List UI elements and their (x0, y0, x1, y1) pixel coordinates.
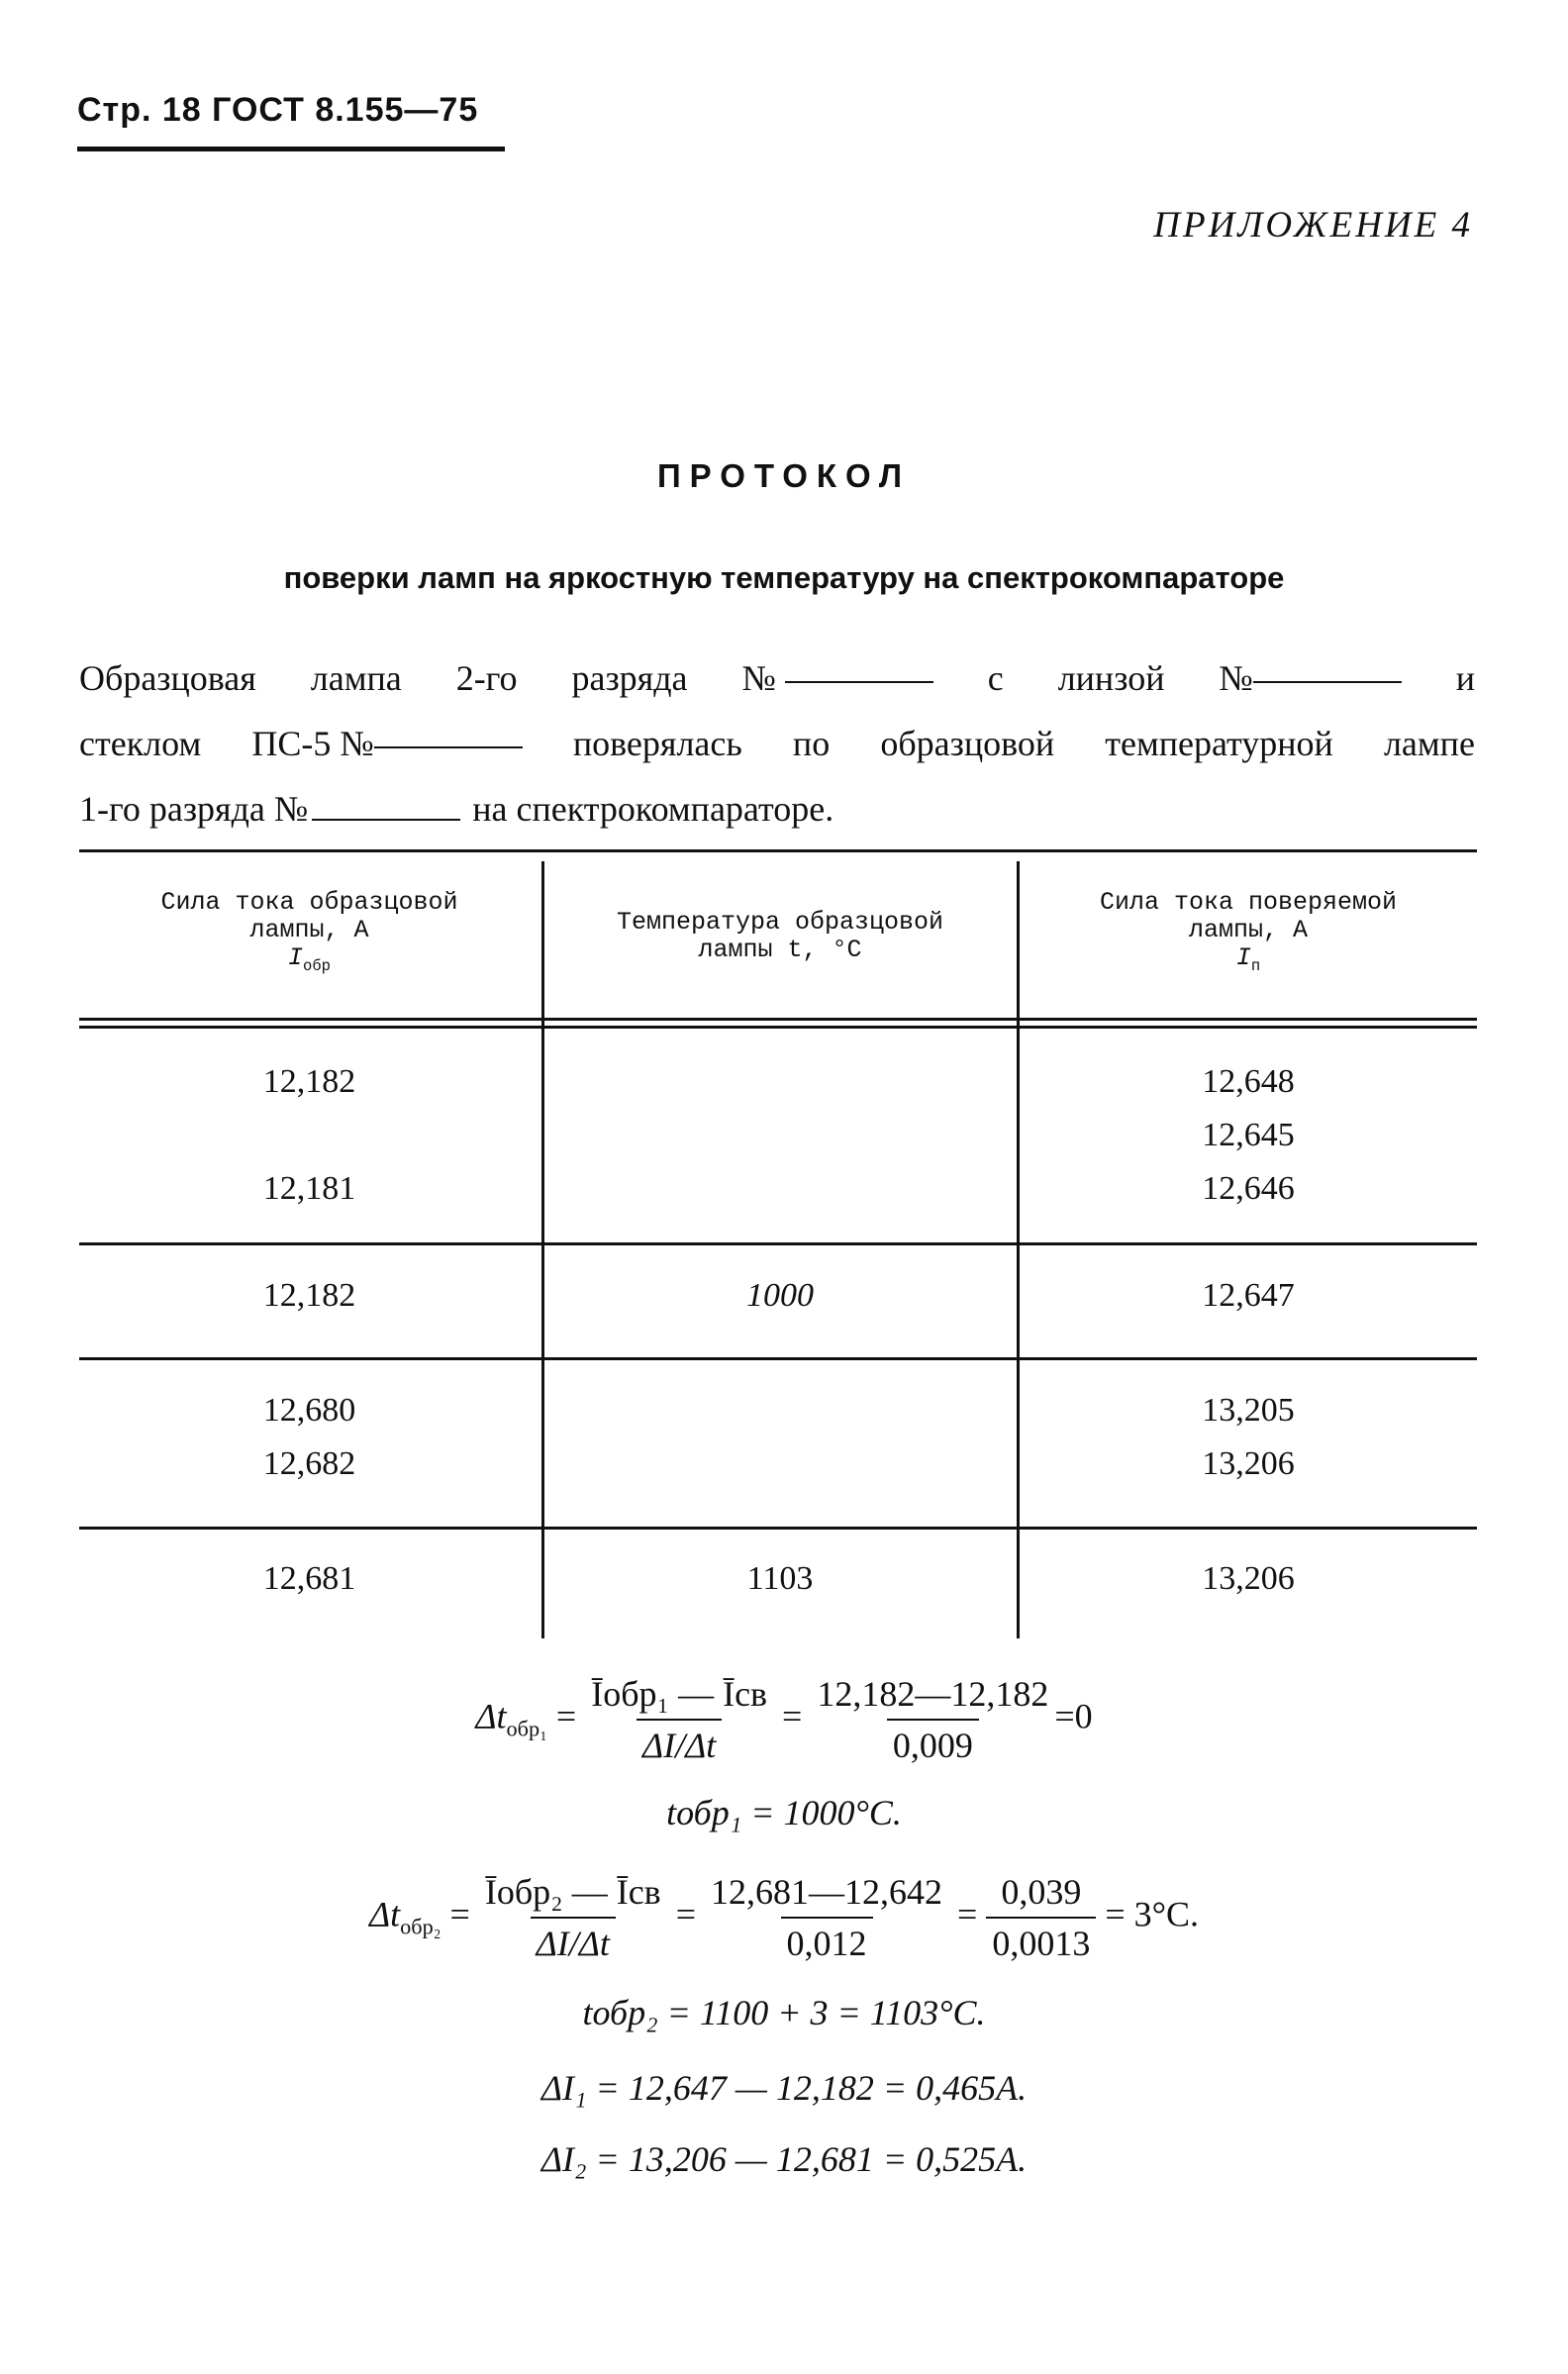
formula-delta-t2: $\Delta t_{обр_2}$ = $\frac{\text{Īобр₂ — Īсв}}{\Delta I/\Delta t}$ = $\frac{12,681—12,642}{0,012}$ = $\frac{0,039}{0,0013}$ = 3°C. (368, 1872, 1200, 1963)
row-rule (79, 1527, 1477, 1530)
table-cell: 12,682 (262, 1445, 356, 1482)
table-cell: 12,647 (1202, 1277, 1295, 1314)
group2-tested-values (1020, 1384, 1477, 1491)
word: лампе (1383, 724, 1475, 763)
paragraph-line-1 (79, 645, 1475, 711)
table-cell: 12,648 (1202, 1063, 1295, 1100)
row-rule (79, 1357, 1477, 1360)
page-header: Стр. 18 ГОСТ 8.155—75 (77, 91, 479, 129)
document-subtitle: поверки ламп на яркостную температуру на спектрокомпараторе (283, 560, 1285, 595)
lamp-number-field: № (741, 645, 932, 711)
group1-reference-values (79, 1055, 539, 1216)
glass-number-field: ПС-5 № (251, 711, 522, 776)
row-rule (79, 1242, 1477, 1245)
group1-tested-values (1020, 1055, 1477, 1216)
formula-delta-t1: $\Delta t_{обр_1}$ = $\frac{\text{Īобр₁ — Īсв}}{\Delta I/\Delta t}$ = $\frac{12,182—12,182}{0,009}$ =0 (475, 1674, 1093, 1765)
paragraph-line-2 (79, 711, 1475, 776)
table-cell: 12,646 (1202, 1170, 1295, 1207)
table-cell: 12,645 (1202, 1117, 1295, 1153)
reference-lamp-field: 1-го разряда № (79, 789, 309, 829)
word: на спектрокомпараторе. (472, 789, 834, 829)
table-top-rule (79, 849, 1477, 852)
column-divider (541, 861, 544, 1638)
word: разряда (571, 658, 688, 698)
word: 2-го (455, 658, 518, 698)
word: линзой (1057, 658, 1165, 698)
word: температурной (1105, 724, 1333, 763)
document-title: ПРОТОКОЛ (656, 457, 912, 494)
table-cell: 12,182 (262, 1063, 356, 1100)
table-cell: 13,206 (1202, 1445, 1295, 1482)
word: Образцовая (79, 658, 256, 698)
group2-reference-values (79, 1384, 539, 1491)
table-cell: 12,181 (262, 1170, 356, 1207)
word: стеклом (79, 724, 202, 763)
formula-delta-i2: ΔI₂ = 13,206 — 12,681 = 0,525А. (540, 2139, 1028, 2179)
word: лампа (310, 658, 402, 698)
table-cell: 1103 (746, 1560, 814, 1597)
header-double-rule-2 (79, 1026, 1477, 1029)
word: с (987, 658, 1004, 698)
table-cell: 13,206 (1202, 1560, 1295, 1597)
word: по (792, 724, 831, 763)
header-double-rule-1 (79, 1018, 1477, 1021)
column-header-temperature: Температура образцовой лампы t, °C (616, 908, 944, 964)
paragraph-line-3 (79, 776, 1475, 841)
table-cell: 13,205 (1202, 1392, 1295, 1429)
formula-delta-i1: ΔI₁ = 12,647 — 12,182 = 0,465А. (540, 2068, 1028, 2108)
header-rule (77, 147, 505, 151)
intro-paragraph (79, 645, 1475, 841)
word: поверялась (572, 724, 742, 763)
word: и (1455, 658, 1475, 698)
formula-t2: tобр₂ = 1100 + 3 = 1103°C. (582, 1993, 986, 2032)
table-cell: 12,182 (262, 1277, 356, 1314)
table-cell: 12,681 (262, 1560, 356, 1597)
lens-number-field: № (1219, 645, 1401, 711)
column-header-tested-current: Сила тока поверяемой лампы, А $I_п$ (1099, 888, 1398, 975)
column-header-reference-current: Сила тока образцовой лампы, А $I_{обр}$ (160, 888, 458, 975)
formula-t1: tобр₁ = 1000°C. (666, 1793, 902, 1832)
table-cell: 1000 (746, 1277, 814, 1314)
word: образцовой (880, 724, 1055, 763)
appendix-label: ПРИЛОЖЕНИЕ 4 (1153, 205, 1473, 246)
table-cell: 12,680 (262, 1392, 356, 1429)
